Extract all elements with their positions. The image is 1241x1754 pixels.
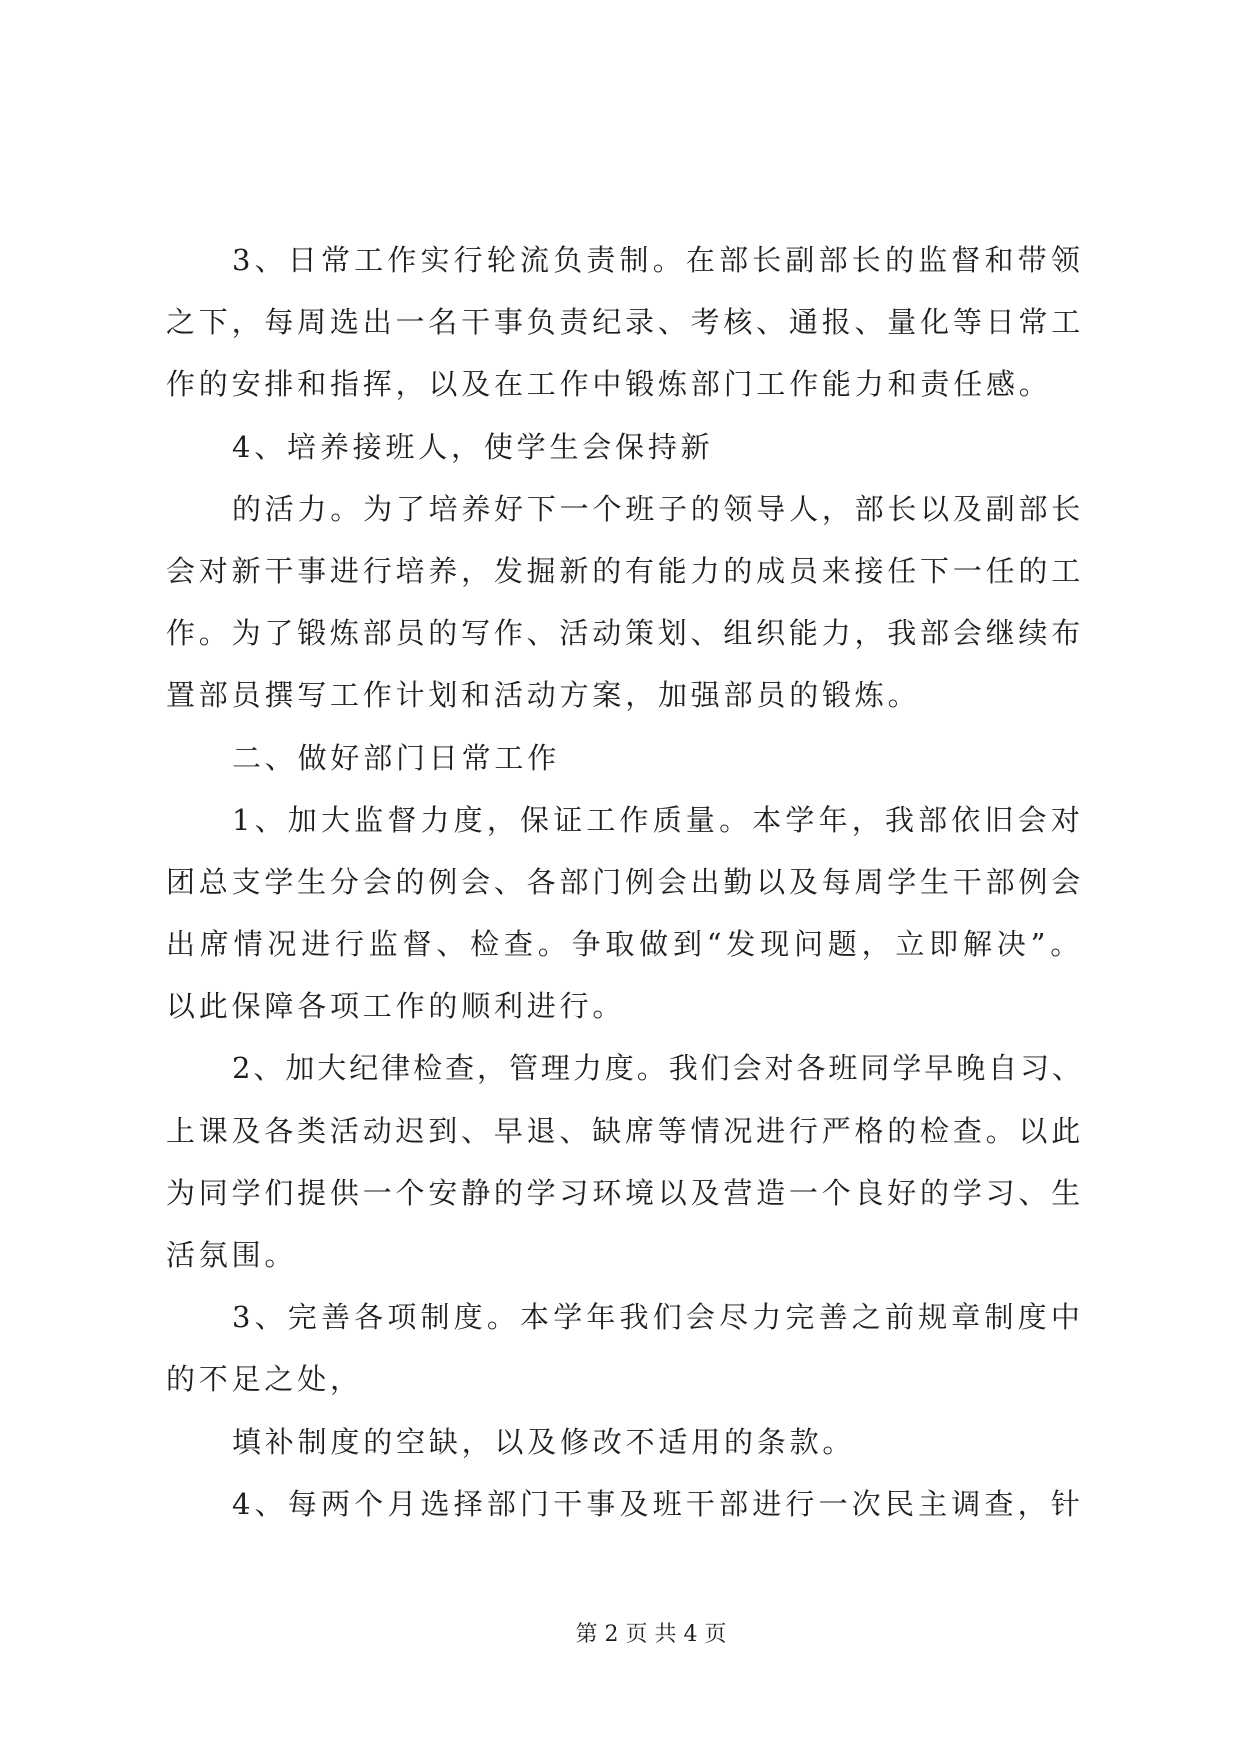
text-line: 为同学们提供一个安静的学习环境以及营造一个良好的学习、生	[166, 1175, 1084, 1210]
text-line: 置部员撰写工作计划和活动方案，加强部员的锻炼。	[166, 678, 921, 713]
text-line: 活氛围。	[166, 1238, 298, 1272]
text-line: 以此保障各项工作的顺利进行。	[166, 989, 626, 1024]
text-line: 作的安排和指挥，以及在工作中锻炼部门工作能力和责任感。	[166, 367, 1052, 402]
text-line: 会对新干事进行培养，发掘新的有能力的成员来接任下一任的工	[166, 553, 1084, 588]
body-text	[166, 229, 1084, 1535]
text-line: 的活力。为了培养好下一个班子的领导人，部长以及副部长	[232, 491, 1084, 526]
text-line: 填补制度的空缺，以及修改不适用的条款。	[232, 1424, 856, 1459]
text-line: 上课及各类活动迟到、早退、缺席等情况进行严格的检查。以此	[166, 1113, 1084, 1148]
text-line: 之下，每周选出一名干事负责纪录、考核、通报、量化等日常工	[166, 305, 1084, 340]
text-line: 3、完善各项制度。本学年我们会尽力完善之前规章制度中	[232, 1300, 1084, 1335]
text-line: 的不足之处，	[166, 1362, 363, 1397]
page-number-footer: 第 2 页 共 4 页	[575, 1622, 727, 1647]
text-line: 作。为了锻炼部员的写作、活动策划、组织能力，我部会继续布	[166, 616, 1084, 651]
text-line: 团总支学生分会的例会、各部门例会出勤以及每周学生干部例会	[166, 864, 1084, 899]
text-line: 4、每两个月选择部门干事及班干部进行一次民主调查，针	[232, 1486, 1084, 1521]
section-heading: 二、做好部门日常工作	[232, 740, 561, 775]
text-line: 2、加大纪律检查，管理力度。我们会对各班同学早晚自习、	[232, 1051, 1084, 1086]
text-line: 3、日常工作实行轮流负责制。在部长副部长的监督和带领	[232, 243, 1084, 277]
text-line: 1、加大监督力度，保证工作质量。本学年，我部依旧会对	[232, 802, 1084, 837]
text-line: 4、培养接班人，使学生会保持新	[232, 429, 714, 464]
text-line: 出席情况进行监督、检查。争取做到“发现问题，立即解决”。	[166, 927, 1084, 962]
